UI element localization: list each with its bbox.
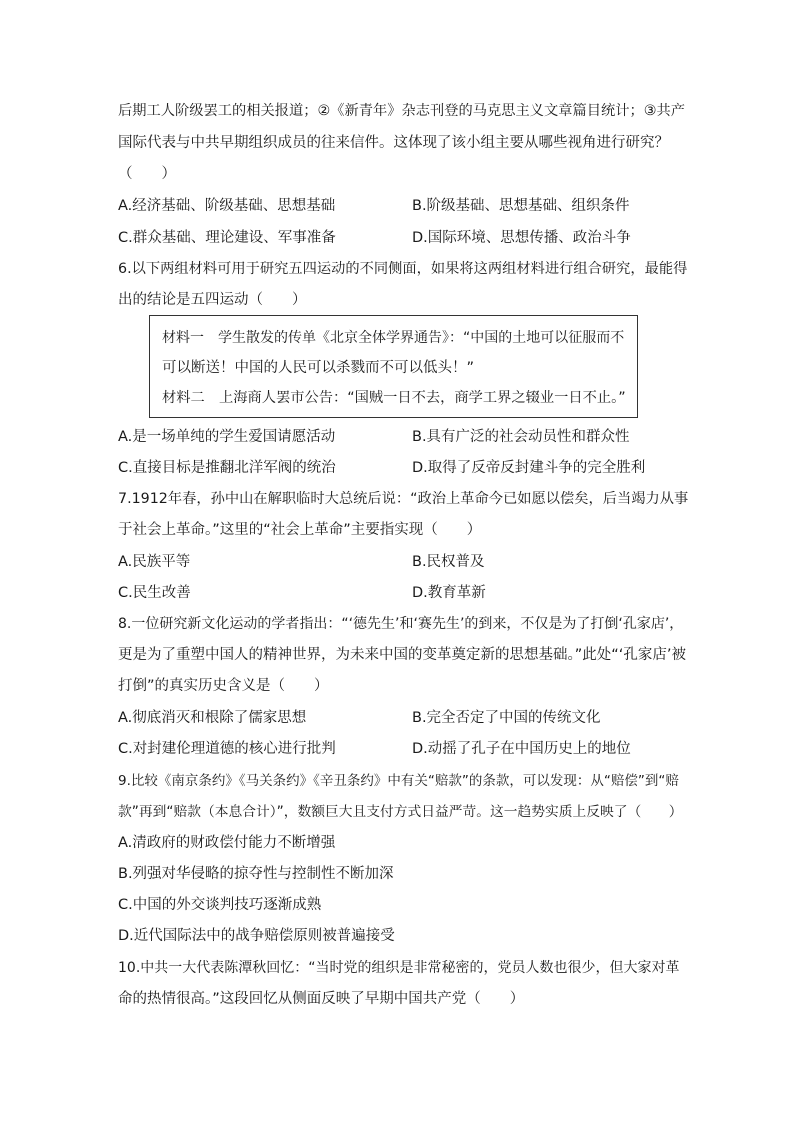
q6-material-box [149,315,638,418]
q9-stem-line2: 款”再到“赔款（本息合计）”，数额巨大且支付方式日益严苛。这一趋势实质上反映了（ ） [118,804,683,820]
q8-option-d: D.动摇了孔子在中国历史上的地位 [412,741,631,757]
q10-stem-line2: 命的热情很高。”这段回忆从侧面反映了早期中国共产党（ ） [118,991,525,1007]
q7-option-d: D.教育革新 [412,585,486,601]
q9-option-d: D.近代国际法中的战争赔偿原则被普遍接受 [118,928,395,944]
q6-material2: 材料二 上海商人罢市公告：“国贼一日不去，商学工界之辍业一日不止。” [162,390,626,406]
q6-option-b: B.具有广泛的社会动员性和群众性 [412,429,630,445]
q9-stem-line1: 9.比较《南京条约》《马关条约》《辛丑条约》中有关“赔款”的条款，可以发现：从“赔偿”到“赔 [118,773,679,789]
q8-stem-line3: 打倒”的真实历史含义是（ ） [118,678,329,694]
q5-option-b: B.阶级基础、思想基础、组织条件 [412,198,630,214]
q6-material1-line1: 材料一 学生散发的传单《北京全体学界通告》：“中国的土地可以征服而不 [162,330,625,346]
q6-material1-line2: 可以断送！中国的人民可以杀戮而不可以低头！” [162,360,475,376]
q7-stem-line1: 7.1912年春，孙中山在解职临时大总统后说：“政治上革命今已如愿以偿矣，后当竭力从事 [118,491,689,507]
q8-option-a: A.彻底消灭和根除了儒家思想 [118,710,307,726]
q9-option-a: A.清政府的财政偿付能力不断增强 [118,835,336,851]
q8-option-b: B.完全否定了中国的传统文化 [412,710,601,726]
q6-option-d: D.取得了反帝反封建斗争的完全胜利 [412,460,646,476]
q7-option-a: A.民族平等 [118,554,191,570]
q5-stem-line1: 后期工人阶级罢工的相关报道；②《新青年》杂志刊登的马克思主义文章篇目统计；③共产 [118,103,686,119]
q8-option-c: C.对封建伦理道德的核心进行批判 [118,741,336,757]
q5-option-a: A.经济基础、阶级基础、思想基础 [118,198,336,214]
q10-stem-line1: 10.中共一大代表陈潭秋回忆：“当时党的组织是非常秘密的，党员人数也很少，但大家对革 [118,960,680,976]
q5-option-c: C.群众基础、理论建设、军事准备 [118,230,336,246]
q7-stem-line2: 于社会上革命。”这里的“社会上革命”主要指实现（ ） [118,522,482,538]
q6-option-c: C.直接目标是推翻北洋军阀的统治 [118,460,336,476]
q6-option-a: A.是一场单纯的学生爱国请愿活动 [118,429,336,445]
q8-stem-line2: 更是为了重塑中国人的精神世界，为未来中国的变革奠定新的思想基础。”此处“‘孔家店’被 [118,647,686,663]
q5-option-d: D.国际环境、思想传播、政治斗争 [412,230,631,246]
q7-option-b: B.民权普及 [412,554,485,570]
q7-option-c: C.民生改善 [118,585,191,601]
q5-answer-bracket: （ ） [118,166,176,182]
q6-stem-line2: 出的结论是五四运动（ ） [118,292,307,308]
q9-option-c: C.中国的外交谈判技巧逐渐成熟 [118,897,322,913]
q6-stem-line1: 6.以下两组材料可用于研究五四运动的不同侧面，如果将这两组材料进行组合研究，最能得 [118,261,688,277]
q8-stem-line1: 8.一位研究新文化运动的学者指出：“‘德先生’和‘赛先生’的到来，不仅是为了打倒‘孔家店’， [118,616,684,632]
q9-option-b: B.列强对华侵略的掠夺性与控制性不断加深 [118,866,394,882]
q5-stem-line2: 国际代表与中共早期组织成员的往来信件。这体现了该小组主要从哪些视角进行研究？ [118,135,669,151]
